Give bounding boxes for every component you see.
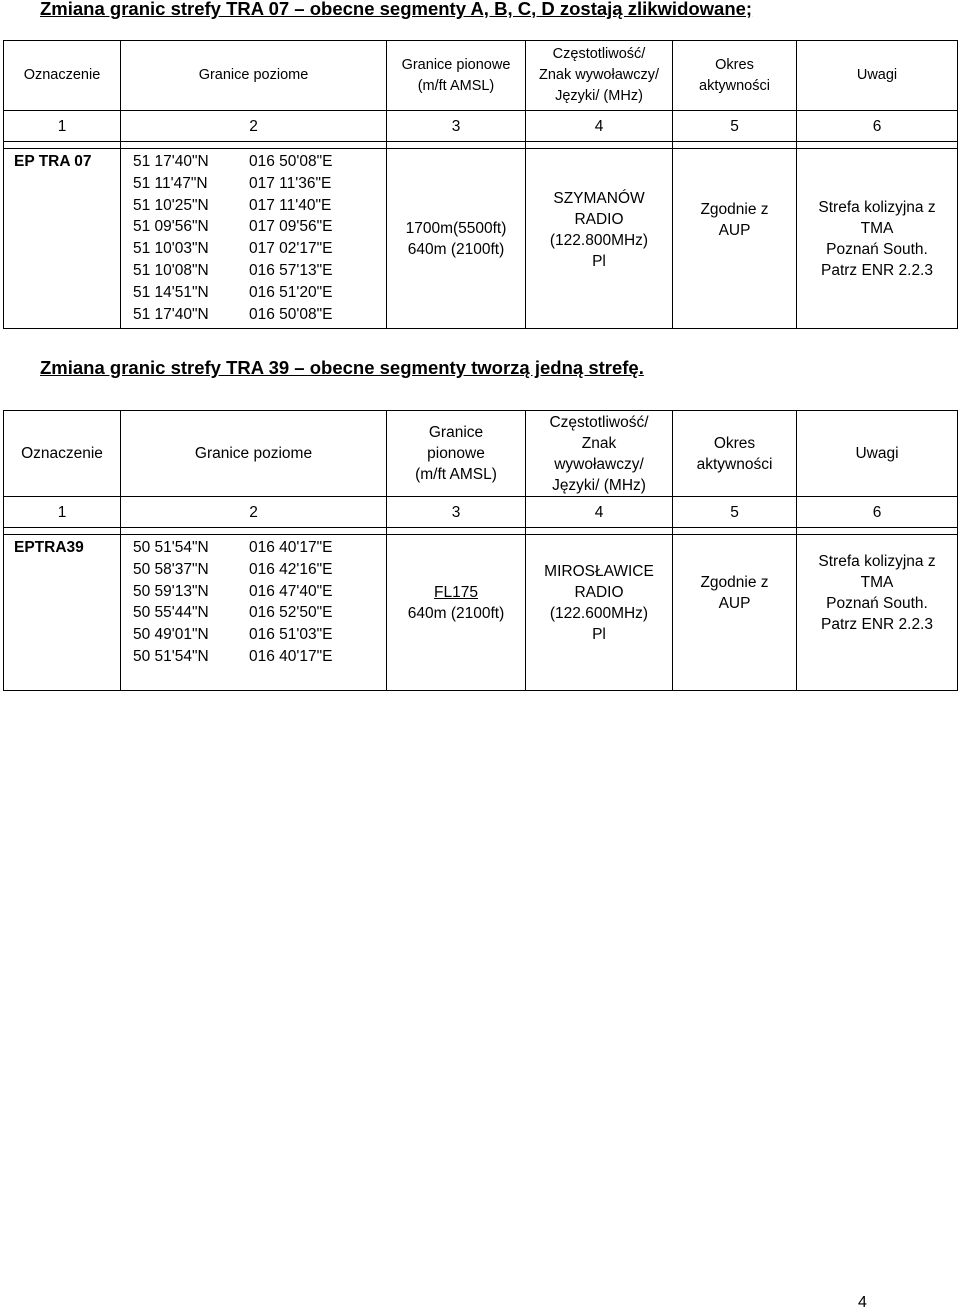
table-row [4,149,958,329]
latitude: 51 10'25"N [133,196,209,214]
activity-period: Zgodnie z AUP [673,149,797,329]
header-cell: Oznaczenie [4,411,121,497]
column-number: 3 [387,111,526,142]
longitude: 016 40'17"E [249,647,333,665]
remarks: Strefa kolizyjna z TMA Poznań South. Patrz ENR 2.2.3 [797,149,958,329]
column-number: 4 [526,111,673,142]
header-cell: Okres aktywności [673,411,797,497]
column-number: 5 [673,497,797,528]
section-1-title: Zmiana granic strefy TRA 07 – obecne segmenty A, B, C, D zostają zlikwidowane; [40,0,753,19]
longitude: 017 02'17"E [249,240,333,258]
coordinate-pair [121,282,386,304]
longitude: 016 57'13"E [249,261,333,279]
zone-code: EPTRA39 [4,535,121,691]
coordinate-pair [121,602,386,624]
horizontal-limits [121,149,387,329]
header-cell: Granice pionowe (m/ft AMSL) [387,411,526,497]
coordinate-pair [121,304,386,326]
longitude: 017 11'40"E [249,196,332,214]
coordinate-pair [121,260,386,282]
table-row [4,535,958,691]
latitude: 51 09'56"N [133,218,209,236]
coordinate-pair [121,624,386,646]
longitude: 016 47'40"E [249,582,333,600]
vertical-lower: 640m (2100ft) [407,240,505,258]
header-cell: Granice poziome [121,411,387,497]
coordinate-pair [121,195,386,217]
header-cell: Okres aktywności [673,41,797,111]
header-cell: Granice poziome [121,41,387,111]
column-number: 2 [121,111,387,142]
column-number: 1 [4,111,121,142]
vertical-limits [387,535,526,691]
coordinate-pair [121,173,386,195]
column-number: 6 [797,111,958,142]
longitude: 017 11'36"E [249,174,332,192]
table-header-row [4,41,958,111]
table-header-row [4,411,958,497]
header-cell: Uwagi [797,41,958,111]
column-number: 1 [4,497,121,528]
latitude: 51 10'03"N [133,240,209,258]
zone-code: EP TRA 07 [4,149,121,329]
horizontal-limits [121,535,387,691]
coordinate-pair [121,151,386,173]
tra07-table [3,40,958,329]
header-cell: Oznaczenie [4,41,121,111]
column-number: 3 [387,497,526,528]
coordinate-pair [121,537,386,559]
column-number: 5 [673,111,797,142]
column-number: 6 [797,497,958,528]
longitude: 016 52'50"E [249,604,333,622]
vertical-lower: 640m (2100ft) [407,604,505,622]
latitude: 51 17'40"N [133,305,209,323]
header-cell: Uwagi [797,411,958,497]
tra39-table [3,410,958,691]
column-number: 4 [526,497,673,528]
column-number-row [4,111,958,142]
frequency-callsign: MIROSŁAWICE RADIO (122.600MHz) Pl [526,535,673,691]
header-cell: Częstotliwość/ Znak wywoławczy/ Języki/ (MHz) [526,41,673,111]
latitude: 50 58'37"N [133,560,209,578]
vertical-upper: 1700m(5500ft) [405,219,507,237]
frequency-callsign: SZYMANÓW RADIO (122.800MHz) Pl [526,149,673,329]
header-cell: Granice pionowe (m/ft AMSL) [387,41,526,111]
section-2-title: Zmiana granic strefy TRA 39 – obecne segmenty tworzą jedną strefę. [40,357,644,378]
longitude: 016 50'08"E [249,305,333,323]
coordinate-pair [121,238,386,260]
coordinate-pair [121,216,386,238]
longitude: 016 51'03"E [249,626,333,644]
coordinate-pair [121,559,386,581]
latitude: 51 10'08"N [133,261,209,279]
activity-period: Zgodnie z AUP [673,535,797,691]
remarks: Strefa kolizyjna z TMA Poznań South. Patrz ENR 2.2.3 [797,535,958,691]
column-number: 2 [121,497,387,528]
coordinate-pair [121,581,386,603]
latitude: 50 59'13"N [133,582,209,600]
longitude: 016 40'17"E [249,539,333,556]
latitude: 50 51'54"N [133,539,209,556]
page-number: 4 [858,1294,867,1311]
vertical-limits [387,149,526,329]
vertical-upper: FL175 [434,583,478,601]
column-number-row [4,497,958,528]
latitude: 50 51'54"N [133,647,209,665]
latitude: 51 17'40"N [133,153,209,170]
longitude: 016 50'08"E [249,153,333,170]
latitude: 50 55'44"N [133,604,209,622]
latitude: 51 11'47"N [133,174,208,192]
longitude: 016 42'16"E [249,560,333,578]
longitude: 017 09'56"E [249,218,333,236]
longitude: 016 51'20"E [249,283,333,301]
latitude: 50 49'01"N [133,626,209,644]
header-cell: Częstotliwość/ Znak wywoławczy/ Języki/ (MHz) [526,411,673,497]
coordinate-pair [121,646,386,668]
latitude: 51 14'51"N [133,283,209,301]
